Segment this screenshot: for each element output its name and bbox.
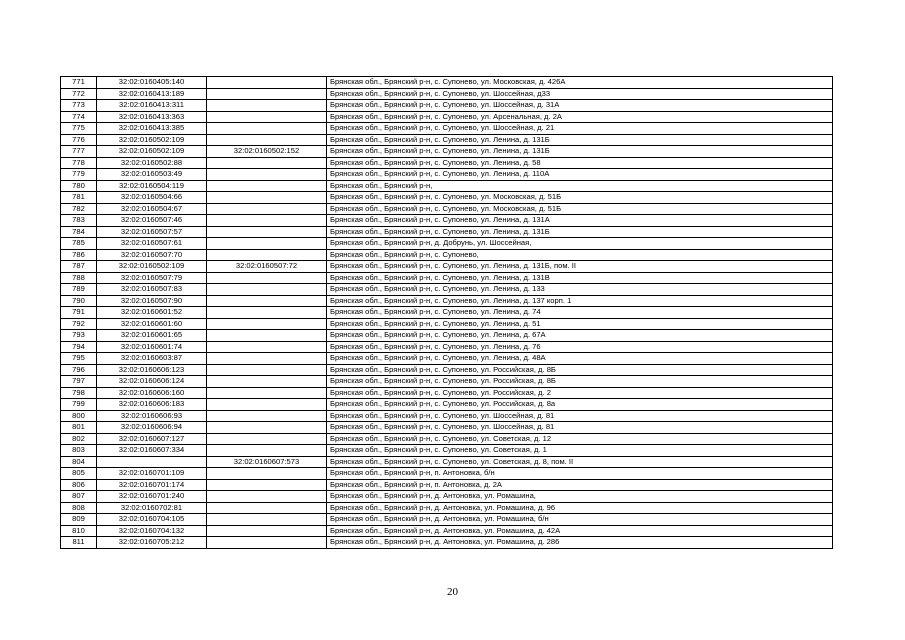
related-cadastral-number-cell: 32:02:0160507:72 [207, 261, 327, 273]
row-number-cell: 811 [61, 537, 97, 549]
table-row [61, 330, 833, 342]
row-number-cell: 800 [61, 410, 97, 422]
address-cell: Брянская обл., Брянский р-н, с. Супонево, ул. Ленина, д. 133 [327, 284, 833, 296]
related-cadastral-number-cell [207, 100, 327, 112]
table-row [61, 272, 833, 284]
related-cadastral-number-cell [207, 353, 327, 365]
row-number-cell: 810 [61, 525, 97, 537]
row-number-cell: 778 [61, 157, 97, 169]
related-cadastral-number-cell [207, 341, 327, 353]
row-number-cell: 799 [61, 399, 97, 411]
address-cell: Брянская обл., Брянский р-н, с. Супонево, ул. Советская, д. 12 [327, 433, 833, 445]
related-cadastral-number-cell [207, 525, 327, 537]
row-number-cell: 789 [61, 284, 97, 296]
table-row [61, 468, 833, 480]
row-number-cell: 805 [61, 468, 97, 480]
table-row [61, 261, 833, 273]
row-number-cell: 808 [61, 502, 97, 514]
table-row [61, 192, 833, 204]
address-cell: Брянская обл., Брянский р-н, с. Супонево, [327, 249, 833, 261]
cadastral-number-cell: 32:02:0160701:174 [97, 479, 207, 491]
related-cadastral-number-cell [207, 123, 327, 135]
address-cell: Брянская обл., Брянский р-н, с. Супонево, ул. Арсенальная, д. 2А [327, 111, 833, 123]
table-row [61, 445, 833, 457]
address-cell: Брянская обл., Брянский р-н, с. Супонево, ул. Ленина, д. 58 [327, 157, 833, 169]
row-number-cell: 787 [61, 261, 97, 273]
cadastral-number-cell: 32:02:0160507:70 [97, 249, 207, 261]
address-cell: Брянская обл., Брянский р-н, с. Супонево, ул. Ленина, д. 131В [327, 272, 833, 284]
row-number-cell: 785 [61, 238, 97, 250]
address-cell: Брянская обл., Брянский р-н, с. Супонево, ул. Российская, д. 8Б [327, 364, 833, 376]
cadastral-number-cell: 32:02:0160701:240 [97, 491, 207, 503]
cadastral-number-cell: 32:02:0160705:212 [97, 537, 207, 549]
related-cadastral-number-cell [207, 330, 327, 342]
table-row [61, 502, 833, 514]
table-row [61, 456, 833, 468]
row-number-cell: 774 [61, 111, 97, 123]
table-row [61, 364, 833, 376]
row-number-cell: 790 [61, 295, 97, 307]
related-cadastral-number-cell [207, 88, 327, 100]
cadastral-number-cell: 32:02:0160601:60 [97, 318, 207, 330]
table-row [61, 399, 833, 411]
related-cadastral-number-cell [207, 399, 327, 411]
related-cadastral-number-cell [207, 514, 327, 526]
related-cadastral-number-cell [207, 502, 327, 514]
cadastral-number-cell: 32:02:0160413:385 [97, 123, 207, 135]
address-cell: Брянская обл., Брянский р-н, с. Супонево, ул. Шоссейная, д. 81 [327, 410, 833, 422]
row-number-cell: 788 [61, 272, 97, 284]
address-cell: Брянская обл., Брянский р-н, с. Супонево, ул. Шоссейная, д. 21 [327, 123, 833, 135]
row-number-cell: 773 [61, 100, 97, 112]
row-number-cell: 794 [61, 341, 97, 353]
cadastral-number-cell: 32:02:0160502:109 [97, 134, 207, 146]
related-cadastral-number-cell [207, 169, 327, 181]
address-cell: Брянская обл., Брянский р-н, с. Супонево, ул. Советская, д. 8, пом. II [327, 456, 833, 468]
related-cadastral-number-cell: 32:02:0160502:152 [207, 146, 327, 158]
table-row [61, 479, 833, 491]
cadastral-number-cell: 32:02:0160601:65 [97, 330, 207, 342]
cadastral-number-cell: 32:02:0160601:52 [97, 307, 207, 319]
related-cadastral-number-cell [207, 445, 327, 457]
related-cadastral-number-cell [207, 387, 327, 399]
address-cell: Брянская обл., Брянский р-н, с. Супонево, ул. Ленина, д. 131Б [327, 146, 833, 158]
address-cell: Брянская обл., Брянский р-н, с. Супонево, ул. Ленина, д. 110А [327, 169, 833, 181]
cadastral-number-cell: 32:02:0160502:88 [97, 157, 207, 169]
table-row [61, 146, 833, 158]
table-row [61, 249, 833, 261]
cadastral-number-cell: 32:02:0160413:363 [97, 111, 207, 123]
row-number-cell: 807 [61, 491, 97, 503]
table-row [61, 387, 833, 399]
row-number-cell: 782 [61, 203, 97, 215]
row-number-cell: 797 [61, 376, 97, 388]
cadastral-number-cell: 32:02:0160606:93 [97, 410, 207, 422]
related-cadastral-number-cell [207, 215, 327, 227]
table-row [61, 77, 833, 89]
row-number-cell: 779 [61, 169, 97, 181]
table-row [61, 295, 833, 307]
related-cadastral-number-cell [207, 491, 327, 503]
table-body [61, 77, 833, 549]
related-cadastral-number-cell [207, 376, 327, 388]
address-cell: Брянская обл., Брянский р-н, с. Супонево, ул. Ленина, д. 48А [327, 353, 833, 365]
cadastral-number-cell: 32:02:0160504:119 [97, 180, 207, 192]
table-row [61, 215, 833, 227]
cadastral-number-cell: 32:02:0160507:57 [97, 226, 207, 238]
table-row [61, 307, 833, 319]
related-cadastral-number-cell [207, 157, 327, 169]
cadastral-number-cell: 32:02:0160405:140 [97, 77, 207, 89]
row-number-cell: 783 [61, 215, 97, 227]
related-cadastral-number-cell [207, 134, 327, 146]
address-cell: Брянская обл., Брянский р-н, с. Супонево, ул. Российская, д. 8Б [327, 376, 833, 388]
table-row [61, 134, 833, 146]
address-cell: Брянская обл., Брянский р-н, д. Антоновка, ул. Ромашина, д. 96 [327, 502, 833, 514]
cadastral-number-cell [97, 456, 207, 468]
table-row [61, 100, 833, 112]
cadastral-number-cell: 32:02:0160607:127 [97, 433, 207, 445]
related-cadastral-number-cell [207, 307, 327, 319]
address-cell: Брянская обл., Брянский р-н, с. Супонево, ул. Московская, д. 51Б [327, 203, 833, 215]
row-number-cell: 801 [61, 422, 97, 434]
table-row [61, 180, 833, 192]
row-number-cell: 791 [61, 307, 97, 319]
row-number-cell: 796 [61, 364, 97, 376]
table-row [61, 514, 833, 526]
related-cadastral-number-cell [207, 272, 327, 284]
cadastral-register-table [60, 76, 833, 549]
table-row [61, 226, 833, 238]
table-row [61, 353, 833, 365]
row-number-cell: 775 [61, 123, 97, 135]
row-number-cell: 793 [61, 330, 97, 342]
address-cell: Брянская обл., Брянский р-н, с. Супонево, ул. Ленина, д. 131А [327, 215, 833, 227]
address-cell: Брянская обл., Брянский р-н, с. Супонево, ул. Российская, д. 8а [327, 399, 833, 411]
cadastral-number-cell: 32:02:0160502:109 [97, 261, 207, 273]
related-cadastral-number-cell [207, 364, 327, 376]
cadastral-number-cell: 32:02:0160502:109 [97, 146, 207, 158]
cadastral-number-cell: 32:02:0160606:183 [97, 399, 207, 411]
row-number-cell: 792 [61, 318, 97, 330]
row-number-cell: 806 [61, 479, 97, 491]
related-cadastral-number-cell [207, 468, 327, 480]
related-cadastral-number-cell [207, 249, 327, 261]
table-row [61, 422, 833, 434]
cadastral-number-cell: 32:02:0160704:105 [97, 514, 207, 526]
cadastral-number-cell: 32:02:0160504:66 [97, 192, 207, 204]
address-cell: Брянская обл., Брянский р-н, с. Супонево, ул. Ленина, д. 131Б [327, 134, 833, 146]
cadastral-number-cell: 32:02:0160507:61 [97, 238, 207, 250]
address-cell: Брянская обл., Брянский р-н, [327, 180, 833, 192]
table-row [61, 111, 833, 123]
table-row [61, 491, 833, 503]
page-number: 20 [447, 586, 458, 598]
related-cadastral-number-cell: 32:02:0160607:573 [207, 456, 327, 468]
cadastral-number-cell: 32:02:0160413:189 [97, 88, 207, 100]
related-cadastral-number-cell [207, 284, 327, 296]
table-row [61, 203, 833, 215]
related-cadastral-number-cell [207, 433, 327, 445]
address-cell: Брянская обл., Брянский р-н, с. Супонево, ул. Ленина, д. 67А [327, 330, 833, 342]
related-cadastral-number-cell [207, 295, 327, 307]
address-cell: Брянская обл., Брянский р-н, п. Антоновка, б/н [327, 468, 833, 480]
row-number-cell: 784 [61, 226, 97, 238]
row-number-cell: 781 [61, 192, 97, 204]
row-number-cell: 780 [61, 180, 97, 192]
table-row [61, 157, 833, 169]
row-number-cell: 776 [61, 134, 97, 146]
cadastral-number-cell: 32:02:0160702:81 [97, 502, 207, 514]
row-number-cell: 802 [61, 433, 97, 445]
table-row [61, 284, 833, 296]
table-row [61, 169, 833, 181]
address-cell: Брянская обл., Брянский р-н, с. Супонево, ул. Российская, д. 2 [327, 387, 833, 399]
row-number-cell: 771 [61, 77, 97, 89]
related-cadastral-number-cell [207, 537, 327, 549]
related-cadastral-number-cell [207, 410, 327, 422]
row-number-cell: 798 [61, 387, 97, 399]
address-cell: Брянская обл., Брянский р-н, д. Добрунь, ул. Шоссейная, [327, 238, 833, 250]
address-cell: Брянская обл., Брянский р-н, п. Антоновка, д. 2А [327, 479, 833, 491]
table-row [61, 88, 833, 100]
table-row [61, 123, 833, 135]
related-cadastral-number-cell [207, 203, 327, 215]
cadastral-number-cell: 32:02:0160507:83 [97, 284, 207, 296]
address-cell: Брянская обл., Брянский р-н, д. Антоновка, ул. Ромашина, [327, 491, 833, 503]
address-cell: Брянская обл., Брянский р-н, с. Супонево, ул. Ленина, д. 51 [327, 318, 833, 330]
address-cell: Брянская обл., Брянский р-н, д. Антоновка, ул. Ромашина, д. 42А [327, 525, 833, 537]
table-row [61, 238, 833, 250]
table-row [61, 537, 833, 549]
row-number-cell: 809 [61, 514, 97, 526]
cadastral-number-cell: 32:02:0160606:123 [97, 364, 207, 376]
table-row [61, 410, 833, 422]
address-cell: Брянская обл., Брянский р-н, с. Супонево, ул. Советская, д. 1 [327, 445, 833, 457]
address-cell: Брянская обл., Брянский р-н, с. Супонево, ул. Шоссейная, д33 [327, 88, 833, 100]
related-cadastral-number-cell [207, 318, 327, 330]
address-cell: Брянская обл., Брянский р-н, с. Супонево, ул. Ленина, д. 131Б [327, 226, 833, 238]
related-cadastral-number-cell [207, 77, 327, 89]
address-cell: Брянская обл., Брянский р-н, д. Антоновка, ул. Ромашина, б/н [327, 514, 833, 526]
cadastral-number-cell: 32:02:0160607:334 [97, 445, 207, 457]
table-row [61, 376, 833, 388]
address-cell: Брянская обл., Брянский р-н, с. Супонево, ул. Московская, д. 51Б [327, 192, 833, 204]
related-cadastral-number-cell [207, 226, 327, 238]
table-row [61, 341, 833, 353]
row-number-cell: 786 [61, 249, 97, 261]
cadastral-number-cell: 32:02:0160606:160 [97, 387, 207, 399]
address-cell: Брянская обл., Брянский р-н, с. Супонево, ул. Московская, д. 426А [327, 77, 833, 89]
cadastral-number-cell: 32:02:0160507:79 [97, 272, 207, 284]
cadastral-number-cell: 32:02:0160504:67 [97, 203, 207, 215]
address-cell: Брянская обл., Брянский р-н, с. Супонево, ул. Ленина, д. 137 корп. 1 [327, 295, 833, 307]
address-cell: Брянская обл., Брянский р-н, с. Супонево, ул. Ленина, д. 131Б, пом. II [327, 261, 833, 273]
related-cadastral-number-cell [207, 238, 327, 250]
related-cadastral-number-cell [207, 180, 327, 192]
cadastral-number-cell: 32:02:0160603:87 [97, 353, 207, 365]
address-cell: Брянская обл., Брянский р-н, с. Супонево, ул. Шоссейная, д. 31А [327, 100, 833, 112]
row-number-cell: 795 [61, 353, 97, 365]
cadastral-number-cell: 32:02:0160606:94 [97, 422, 207, 434]
related-cadastral-number-cell [207, 192, 327, 204]
address-cell: Брянская обл., Брянский р-н, д. Антоновка, ул. Ромашина, д. 286 [327, 537, 833, 549]
cadastral-number-cell: 32:02:0160503:49 [97, 169, 207, 181]
row-number-cell: 772 [61, 88, 97, 100]
related-cadastral-number-cell [207, 479, 327, 491]
related-cadastral-number-cell [207, 111, 327, 123]
cadastral-number-cell: 32:02:0160413:311 [97, 100, 207, 112]
address-cell: Брянская обл., Брянский р-н, с. Супонево, ул. Ленина, д. 74 [327, 307, 833, 319]
cadastral-number-cell: 32:02:0160507:46 [97, 215, 207, 227]
row-number-cell: 804 [61, 456, 97, 468]
cadastral-number-cell: 32:02:0160606:124 [97, 376, 207, 388]
cadastral-number-cell: 32:02:0160507:90 [97, 295, 207, 307]
row-number-cell: 777 [61, 146, 97, 158]
related-cadastral-number-cell [207, 422, 327, 434]
cadastral-number-cell: 32:02:0160701:109 [97, 468, 207, 480]
address-cell: Брянская обл., Брянский р-н, с. Супонево, ул. Ленина, д. 76 [327, 341, 833, 353]
cadastral-number-cell: 32:02:0160704:132 [97, 525, 207, 537]
address-cell: Брянская обл., Брянский р-н, с. Супонево, ул. Шоссейная, д. 81 [327, 422, 833, 434]
table-row [61, 433, 833, 445]
table-row [61, 318, 833, 330]
table-row [61, 525, 833, 537]
row-number-cell: 803 [61, 445, 97, 457]
cadastral-number-cell: 32:02:0160601:74 [97, 341, 207, 353]
